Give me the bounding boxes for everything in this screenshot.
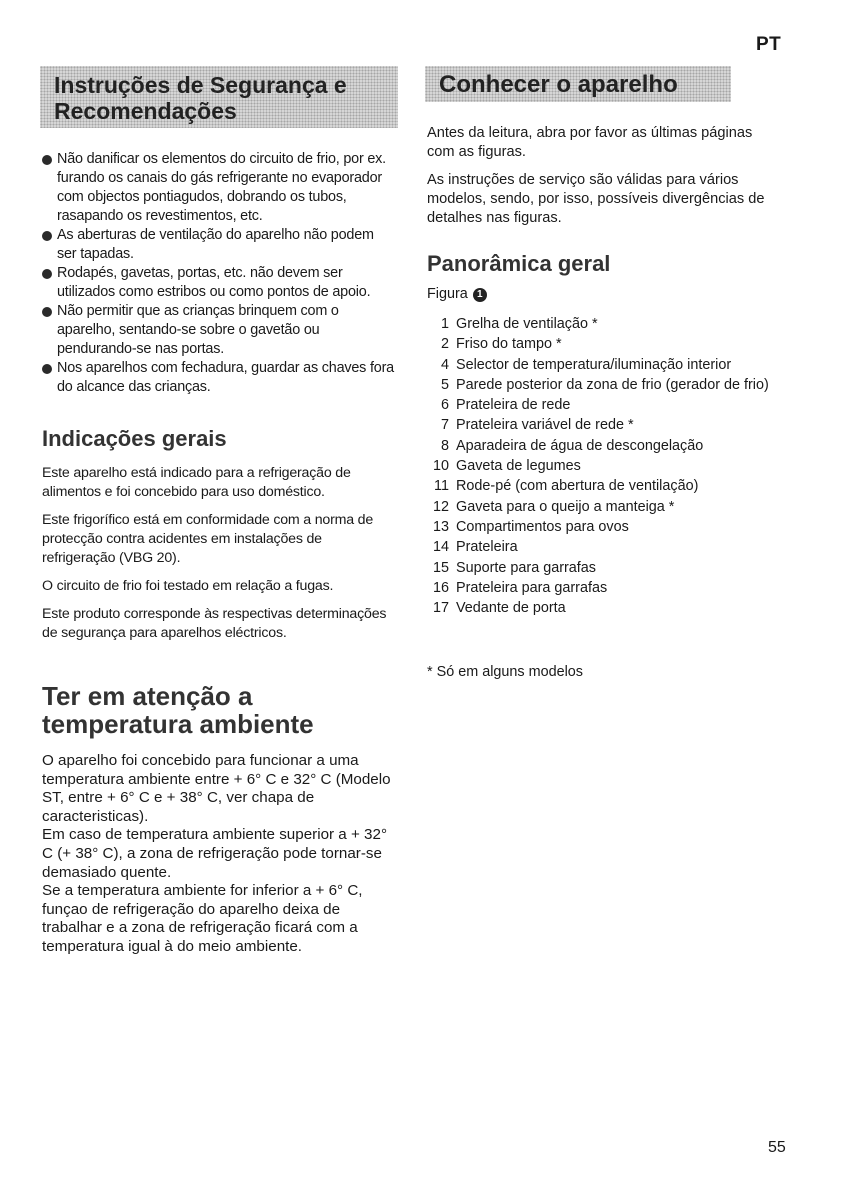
list-item — [42, 226, 394, 264]
part-label: Aparadeira de água de descongelação — [456, 437, 704, 454]
part-label: Selector de temperatura/iluminação interior — [456, 356, 732, 373]
figure-number-icon: 1 — [473, 288, 487, 302]
part-label: Prateleira — [456, 539, 518, 556]
part-number: 15 — [432, 559, 449, 576]
list-item — [427, 436, 777, 456]
part-label: Gaveta de legumes — [456, 458, 581, 475]
part-number: 6 — [440, 397, 449, 414]
list-item — [427, 558, 777, 578]
ambient-paragraph: Em caso de temperatura ambiente superior a + 32° C (+ 38° C), a zona de refrigeração pode tornar-se demasiado quente. — [42, 826, 388, 881]
bullet-icon — [42, 231, 52, 241]
ambient-heading: Ter em atenção a temperatura ambiente — [42, 681, 314, 739]
appliance-paragraph: As instruções de serviço são válidas para vários modelos, sendo, por isso, possíveis divergências de detalhes nas figuras. — [427, 172, 765, 226]
part-number: 2 — [440, 336, 449, 353]
safety-item-text: Rodapés, gavetas, portas, etc. não devem ser utilizados como estribos ou como pontos de apoio. — [57, 265, 371, 300]
safety-heading: Instruções de Segurança e Recomendações — [40, 66, 398, 128]
list-item — [427, 476, 777, 496]
part-label: Prateleira variável de rede * — [456, 417, 634, 434]
appliance-heading: Conhecer o aparelho — [425, 66, 731, 102]
list-item — [427, 375, 777, 395]
part-number: 7 — [440, 417, 449, 434]
ambient-text — [42, 752, 394, 957]
part-number: 1 — [440, 316, 449, 332]
safety-item-text: Não permitir que as crianças brinquem com o aparelho, sentando-se sobre o gavetão ou pendurando-se nas portas. — [57, 303, 339, 357]
list-item — [42, 264, 394, 302]
general-paragraph: Este aparelho está indicado para a refrigeração de alimentos e foi concebido para uso doméstico. — [42, 465, 351, 500]
list-item — [42, 359, 394, 397]
page-number: 55 — [768, 1139, 786, 1156]
part-label: Suporte para garrafas — [456, 559, 596, 576]
list-item — [42, 150, 394, 226]
list-item — [427, 415, 777, 435]
list-item — [427, 517, 777, 537]
bullet-icon — [42, 307, 52, 317]
safety-item-text: Não danificar os elementos do circuito de frio, por ex. furando os canais do gás refrigerante no evaporador com objectos pontiagudos, dobrando os tubos, rasapando os revestimentos, etc. — [57, 151, 386, 224]
part-number: 12 — [432, 498, 449, 515]
list-item — [42, 302, 394, 359]
figure-reference — [427, 285, 777, 304]
part-label: Parede posterior da zona de frio (gerador de frio) — [456, 376, 769, 393]
part-label: Compartimentos para ovos — [456, 518, 629, 535]
part-number: 8 — [440, 437, 449, 454]
general-heading: Indicações gerais — [42, 426, 227, 451]
list-item — [427, 598, 777, 618]
figure-label: Figura — [427, 286, 468, 302]
bullet-icon — [42, 155, 52, 165]
safety-item-text: As aberturas de ventilação do aparelho não podem ser tapadas. — [57, 227, 374, 262]
list-item — [427, 456, 777, 476]
part-label: Prateleira para garrafas — [456, 579, 608, 596]
list-item — [427, 497, 777, 517]
ambient-paragraph: O aparelho foi concebido para funcionar a uma temperatura ambiente entre + 6° C e 32° C (Modelo ST, entre + 6° C e + 38° C, ver chapa de caracteristicas). — [42, 752, 391, 825]
part-number: 11 — [434, 478, 449, 495]
overview-heading: Panorâmica geral — [427, 251, 611, 276]
part-number: 5 — [440, 376, 449, 393]
list-item — [427, 395, 777, 415]
list-item — [427, 334, 777, 354]
part-label: Gaveta para o queijo a manteiga * — [456, 498, 675, 515]
safety-item-text: Nos aparelhos com fechadura, guardar as chaves fora do alcance das crianças. — [57, 360, 394, 395]
part-number: 13 — [432, 518, 449, 535]
general-paragraph: O circuito de frio foi testado em relação a fugas. — [42, 578, 334, 594]
bullet-icon — [42, 364, 52, 374]
part-number: 4 — [440, 356, 449, 373]
appliance-paragraph: Antes da leitura, abra por favor as últimas páginas com as figuras. — [427, 125, 753, 160]
safety-list — [42, 150, 394, 397]
parts-list — [427, 314, 777, 618]
part-number: 17 — [432, 600, 449, 617]
language-code: PT — [756, 34, 782, 55]
footnote: * Só em alguns modelos — [427, 664, 583, 681]
general-paragraph: Este produto corresponde às respectivas determinações de segurança para aparelhos eléctricos. — [42, 606, 387, 641]
part-label: Vedante de porta — [456, 600, 566, 617]
part-label: Prateleira de rede — [456, 397, 571, 414]
ambient-paragraph: Se a temperatura ambiente for inferior a + 6° C, funçao de refrigeração do aparelho deixa de trabalhar e a zona de refrigeração ficará com a temperatura igual à do meio ambiente. — [42, 882, 363, 955]
left-column — [42, 66, 394, 957]
general-paragraph: Este frigorífico está em conformidade com a norma de protecção contra acidentes em instalações de refrigeração (VBG 20). — [42, 512, 374, 566]
list-item — [427, 314, 777, 334]
part-number: 14 — [432, 539, 449, 556]
part-number: 16 — [432, 579, 449, 596]
part-number: 10 — [432, 458, 449, 475]
list-item — [427, 537, 777, 557]
right-column — [427, 66, 777, 682]
bullet-icon — [42, 269, 52, 279]
part-label: Friso do tampo * — [456, 336, 562, 353]
list-item — [427, 578, 777, 598]
part-label: Rode-pé (com abertura de ventilação) — [456, 478, 699, 495]
part-label: Grelha de ventilação * — [456, 316, 598, 332]
list-item — [427, 355, 777, 375]
